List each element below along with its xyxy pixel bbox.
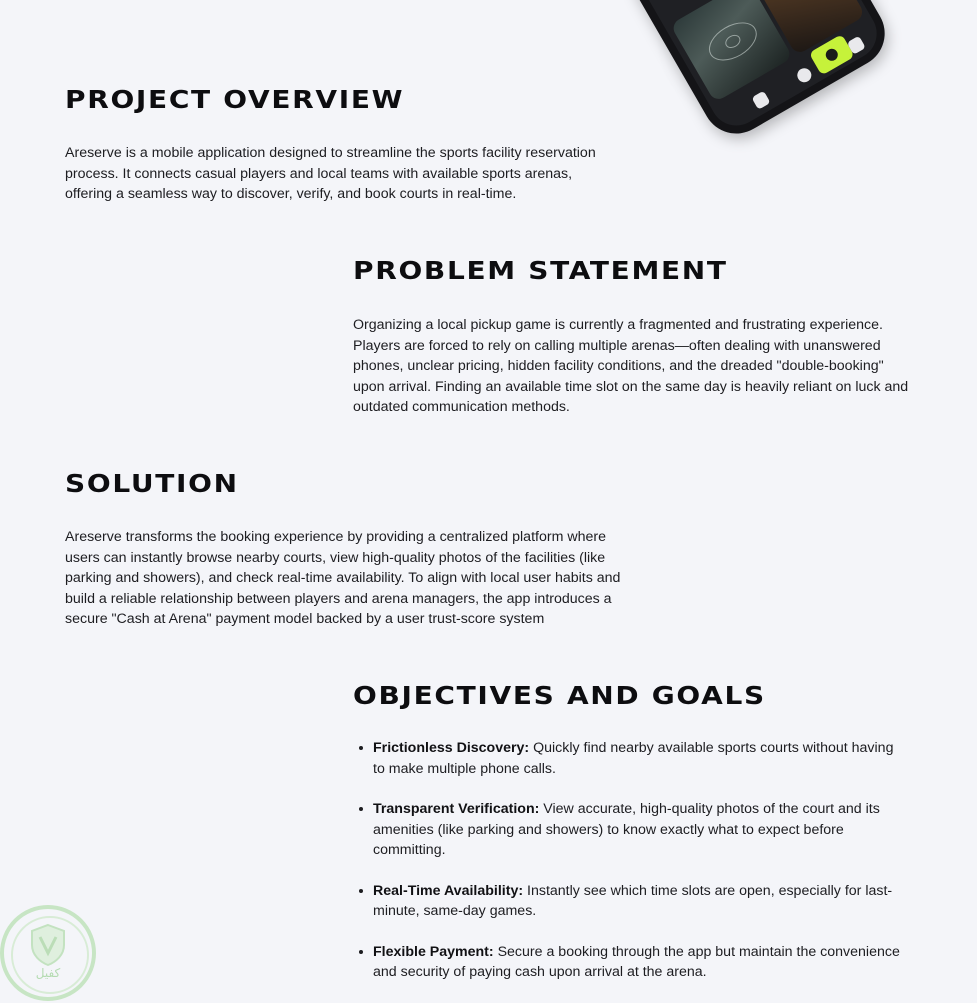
objective-title: Real-Time Availability: — [373, 882, 524, 899]
objective-item — [357, 942, 909, 983]
problem-statement-heading: PROBLEM STATEMENT — [353, 256, 728, 285]
objective-text: View accurate, high-quality photos of the court and its amenities (like parking and showers) to know exactly what to expect before committing. — [373, 801, 880, 858]
project-overview-heading: PROJECT OVERVIEW — [65, 85, 405, 114]
objective-title: Flexible Payment: — [373, 943, 494, 960]
objective-text: Secure a booking through the app but maintain the convenience and security of paying cash upon arrival at the arena. — [373, 943, 900, 980]
shield-icon — [28, 923, 68, 967]
objective-text: Instantly see which time slots are open, especially for last-minute, same-day games. — [373, 882, 893, 919]
objectives-list — [357, 738, 909, 1003]
objective-item — [357, 738, 909, 779]
watermark-text: كفيل — [35, 966, 61, 980]
phone-mockup — [628, 0, 928, 150]
home-icon — [751, 91, 770, 110]
objective-title: Transparent Verification: — [373, 801, 540, 817]
watermark-seal — [0, 905, 96, 1001]
solution-heading: SOLUTION — [65, 469, 239, 498]
objective-title: Frictionless Discovery: — [373, 740, 530, 756]
profile-icon — [795, 66, 814, 85]
objective-item — [357, 881, 909, 922]
objectives-heading: OBJECTIVES AND GOALS — [353, 681, 766, 710]
objective-text: Quickly find nearby available sports courts without having to make multiple phone calls. — [373, 740, 894, 777]
project-overview-text: Areserve is a mobile application designed to streamline the sports facility reservation process. It connects casual players and local teams with available sports arenas, offering a seamless way to discover, verify, and book courts in real-time. — [65, 145, 596, 202]
solution-text: Areserve transforms the booking experience by providing a centralized platform where users can instantly browse nearby courts, view high-quality photos of the facilities (like parking and showers), and check real-time availability. To align with local user habits and build a reliable relationship between players and arena managers, the app introduces a secure "Cash at Arena" payment model backed by a user trust-score system — [65, 529, 621, 627]
problem-statement-text: Organizing a local pickup game is currently a fragmented and frustrating experience. Players are forced to rely on calling multiple arenas—often dealing with unanswered phones, unclear pricing, hidden facility conditions, and the dreaded "double-booking" upon arrival. Finding an available time slot on the same day is heavily reliant on luck and outdated communication methods. — [353, 317, 909, 415]
objective-item — [357, 799, 909, 861]
